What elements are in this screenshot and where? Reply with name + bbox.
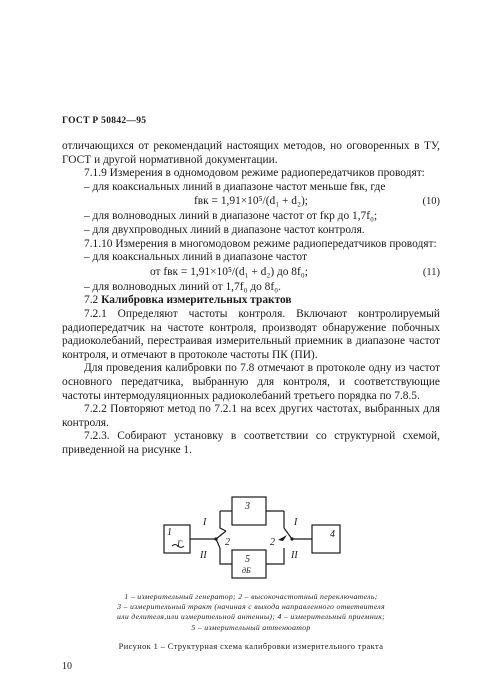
paragraph: 7.1.9 Измерения в одномодовом режиме радиопередатчиков проводят:: [84, 167, 425, 180]
paragraph: – для волноводных линий от 1,7f₀ до 8f₀.: [84, 280, 281, 293]
connection-line: [220, 511, 226, 531]
position-label: I: [203, 517, 207, 528]
switch-pivot: [214, 537, 217, 540]
figure-legend: [62, 592, 440, 633]
formula-10: [62, 195, 440, 209]
position-label: II: [200, 550, 207, 561]
paragraph: – для коаксиальных линий в диапазоне частот: [84, 251, 307, 264]
section-number: 7.2: [84, 294, 99, 307]
paragraph: 7.2.1 Определяют частоты контроля. Включают контролируемый радиопередатчик на частоте контроля, производят обнаружение побочных радиоколебаний, перестраивая измерительный приемник в диапазоне частот контроля, и отмечают в протоколе частоты ПК (ПИ).: [62, 307, 440, 361]
position-label: I: [294, 517, 298, 528]
paragraph: Для проведения калибровки по 7.8 отмечают в протоколе одну из частот основного передатчика, выбранную для контроля, и соответствующие частоты интермодуляционных радиоколебаний третьего порядка по 7.8.5.: [62, 362, 440, 402]
receiver-block: [312, 525, 340, 553]
label-4: 4: [330, 529, 335, 540]
arrow-icon: [278, 535, 287, 541]
calibration-block-diagram: [150, 492, 350, 582]
switch-pivot: [290, 537, 293, 540]
formula-11: [62, 266, 440, 280]
switch-label: 2: [225, 537, 230, 548]
paragraph: – для двухпроводных линий в диапазоне частот контроля.: [84, 223, 365, 236]
section-title: Калибровка измерительных трактов: [101, 294, 292, 307]
formula-expression: от fвк = 1,91×10⁵/(d₁ + d₂) до 8f₀;: [150, 265, 308, 278]
body-text: [62, 140, 440, 457]
paragraph: – для волноводных линий в диапазоне частот от fкр до 1,7f₀;: [84, 210, 378, 223]
legend-line: или делителя,или измерительной антенны); 4 – измерительный приемник;: [116, 612, 386, 622]
section-heading: [62, 294, 440, 308]
paragraph: – для коаксиальных линий в диапазоне частот меньше fвк, где: [84, 180, 386, 193]
paragraph: 7.2.3. Собирают установку в соответствии со структурной схемой, приведенной на рисунке 1.: [62, 430, 440, 456]
formula-expression: fвк = 1,91×10⁵/(d₁ + d₂);: [194, 195, 308, 208]
legend-line: 1 – измерительный генератор; 2 – высокочастотный переключатель;: [124, 592, 378, 601]
connection-line: [266, 548, 284, 564]
position-label: II: [291, 550, 298, 561]
formula-number: (11): [422, 266, 440, 278]
label-1: 1: [167, 527, 172, 538]
standard-header: ГОСТ Р 50842—95: [62, 116, 147, 126]
label-3: 3: [245, 501, 250, 512]
label-5: 5: [245, 554, 250, 565]
formula-number: (10): [422, 196, 440, 208]
paragraph: 7.2.2 Повторяют метод по 7.2.1 на всех других частотах, выбранных для контроля.: [62, 403, 440, 429]
legend-line: 3 – измерительный тракт (начиная с выхода направленного ответвителя: [117, 602, 385, 612]
connection-line: [220, 548, 232, 564]
attenuator-symbol: дБ: [242, 566, 251, 575]
paragraph: 7.1.10 Измерения в многомодовом режиме радиопередатчиков проводят:: [84, 237, 437, 250]
switch-label: 2: [270, 537, 275, 548]
paragraph: отличающихся от рекомендаций настоящих методов, но оговоренных в ТУ, ГОСТ и другой нормативной документации.: [62, 140, 440, 166]
figure-title: Рисунок 1 – Структурная схема калибровки измерительного тракта: [118, 642, 384, 651]
legend-line: 5 – измерительный аттенюатор: [191, 622, 311, 632]
page-number: 10: [62, 661, 72, 672]
generator-symbol: Г: [177, 539, 183, 549]
